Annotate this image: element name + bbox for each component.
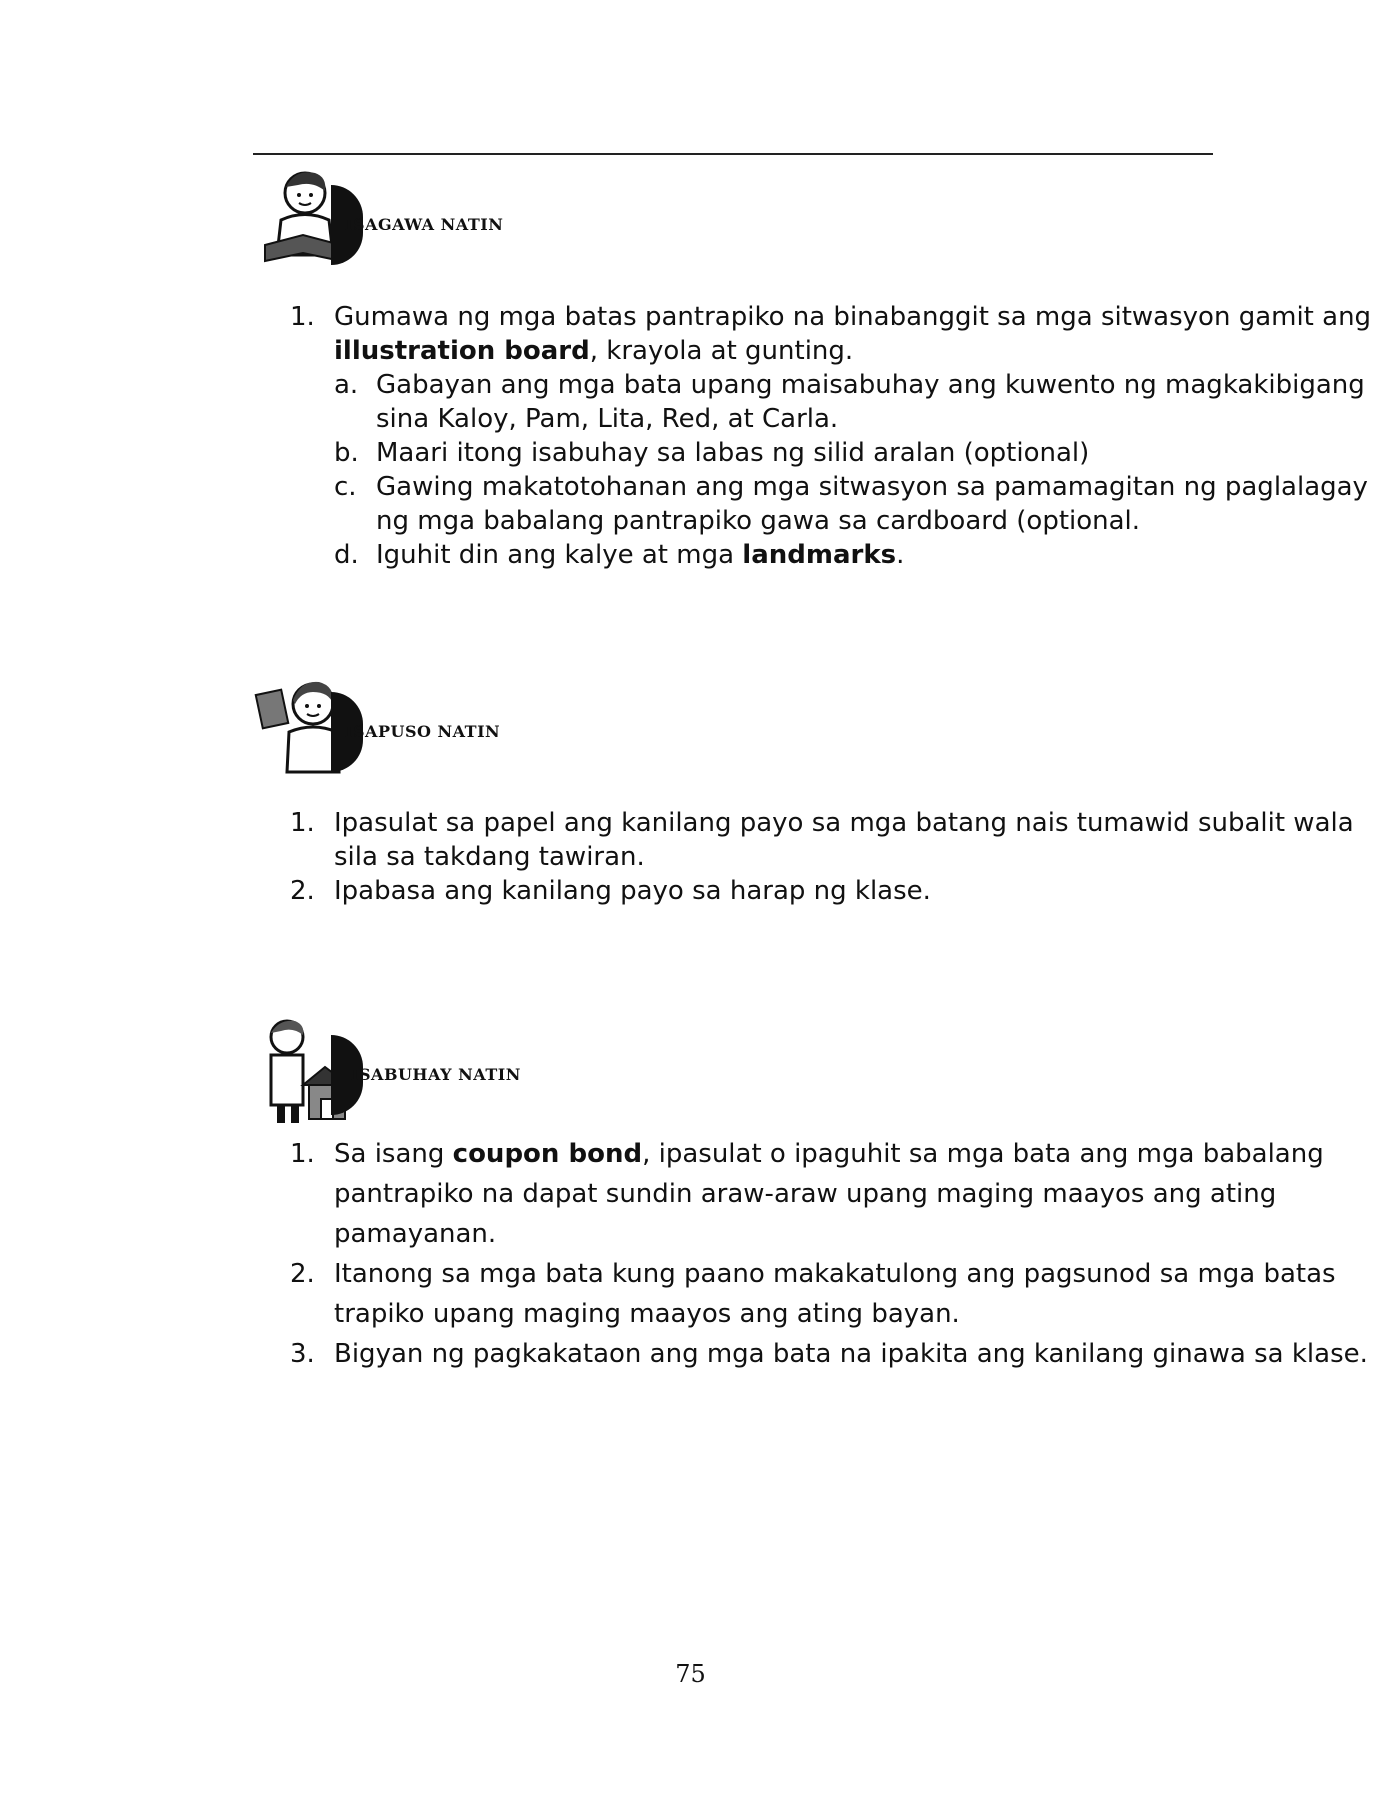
item-number: 1. <box>290 808 315 838</box>
sub-list <box>334 368 1381 572</box>
page-number: 75 <box>675 1660 706 1688</box>
emphasis-text: coupon bond <box>452 1139 643 1169</box>
isapuso-list <box>290 806 1381 908</box>
item-number: 2. <box>290 876 315 906</box>
isagawa-list <box>290 300 1381 572</box>
isabuhay-list <box>290 1134 1381 1374</box>
section-header-isabuhay <box>253 1015 573 1125</box>
section-title: ISABUHAY NATIN <box>351 1065 521 1084</box>
emphasis-text: landmarks <box>742 540 897 570</box>
item-number: 1. <box>290 1139 315 1169</box>
sub-list-item: d. Iguhit din ang kalye at mga landmarks. <box>334 540 905 570</box>
item-number: 1. <box>290 302 315 332</box>
section-title: ISAPUSO NATIN <box>345 722 501 741</box>
item-number: 3. <box>290 1339 315 1369</box>
list-item: 2. Ipabasa ang kanilang payo sa harap ng klase. <box>290 876 931 906</box>
list-item: 1. Ipasulat sa papel ang kanilang payo sa mga batang nais tumawid subalit wala sila sa takdang tawiran. <box>290 808 1354 872</box>
list-item: 2. Itanong sa mga bata kung paano makakatulong ang pagsunod sa mga batas trapiko upang maging maayos ang ating bayan. <box>290 1254 1381 1334</box>
list-item: 1. Gumawa ng mga batas pantrapiko na binabanggit sa mga sitwasyon gamit ang illustration board, krayola at gunting. a. Gabayan ang mga bata upang maisabuhay ang kuwento ng magkakibigang sina Kaloy, Pam, Lita, Red, at Carla. b. Maari itong isabuhay sa labas ng silid aralan (optional) c. Gawing makatotohanan ang mga sitwasyon sa pamamagitan ng paglalagay ng mga babalang pantrapiko gawa sa cardboard (optional. d. Iguhit din ang kalye at mga landmarks. <box>290 300 1381 572</box>
list-item: 3. Bigyan ng pagkakataon ang mga bata na ipakita ang kanilang ginawa sa klase. <box>290 1334 1381 1374</box>
section-header-isagawa <box>253 165 573 275</box>
top-rule <box>253 153 1213 155</box>
item-number: 2. <box>290 1259 315 1289</box>
emphasis-text: illustration board <box>334 336 590 366</box>
section-header-isapuso <box>253 670 573 780</box>
sub-list-item: b. Maari itong isabuhay sa labas ng silid aralan (optional) <box>334 438 1090 468</box>
section-title: ISAGAWA NATIN <box>345 215 504 234</box>
list-item: 1. Sa isang coupon bond, ipasulat o ipaguhit sa mga bata ang mga babalang pantrapiko na dapat sundin araw-araw upang maging maayos ang ating pamayanan. <box>290 1134 1381 1254</box>
sub-list-item: c. Gawing makatotohanan ang mga sitwasyon sa pamamagitan ng paglalagay ng mga babalang pantrapiko gawa sa cardboard (optional. <box>334 472 1368 536</box>
sub-list-item: a. Gabayan ang mga bata upang maisabuhay ang kuwento ng magkakibigang sina Kaloy, Pam, Lita, Red, at Carla. <box>334 370 1365 434</box>
